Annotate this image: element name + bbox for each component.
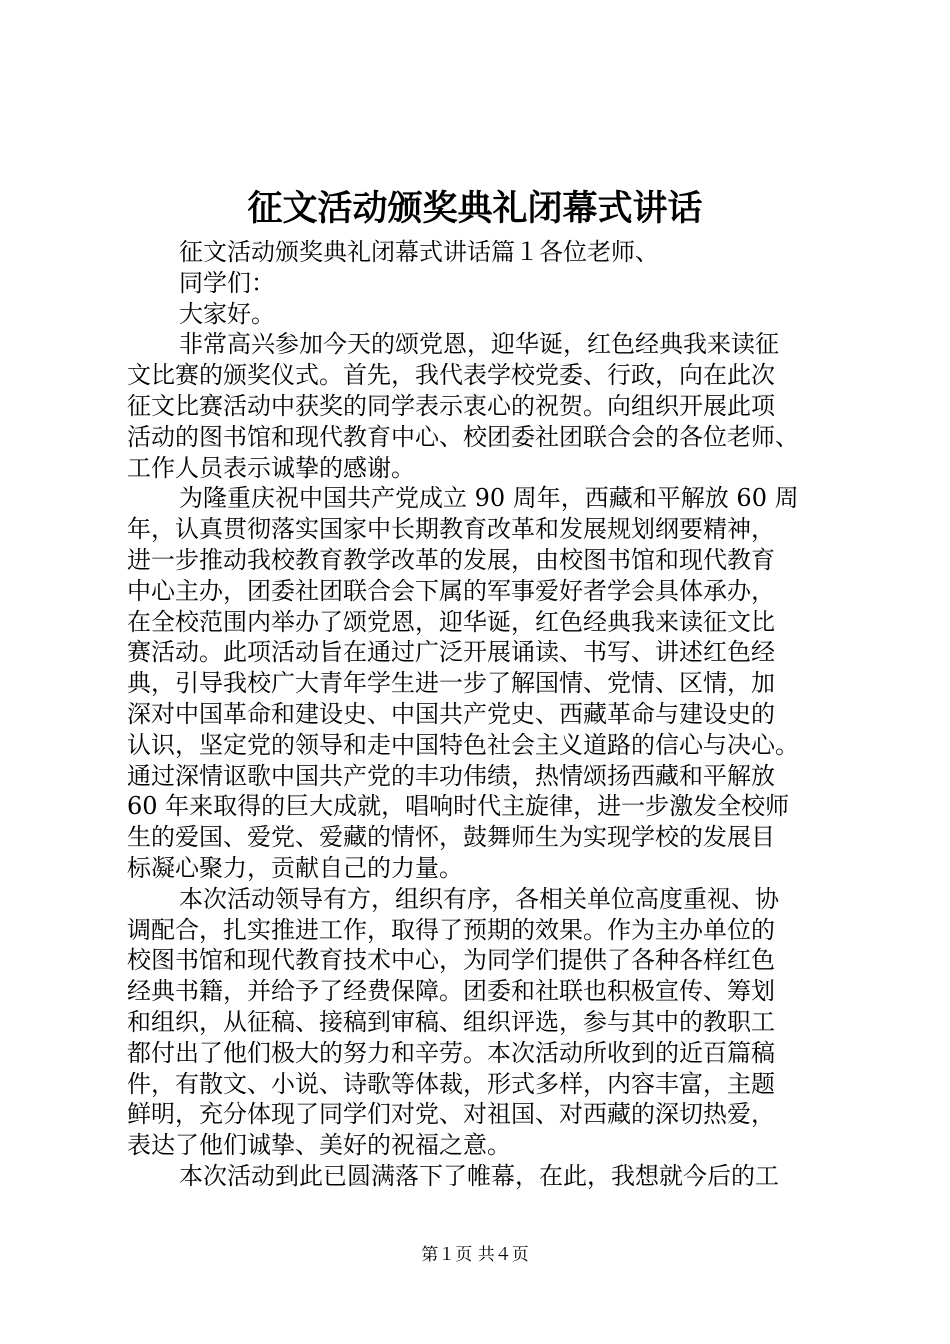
body-line: 典，引导我校广大青年学生进一步了解国情、党情、区情，加 (127, 669, 775, 698)
document-title: 征文活动颁奖典礼闭幕式讲话 (247, 188, 703, 229)
document-body (127, 237, 827, 1192)
body-line: 标凝心聚力，贡献自己的力量。 (127, 853, 463, 882)
body-line: 都付出了他们极大的努力和辛劳。本次活动所收到的近百篇稿 (127, 1038, 775, 1067)
body-line: 调配合，扎实推进工作，取得了预期的效果。作为主办单位的 (127, 915, 775, 944)
body-line: 经典书籍，并给予了经费保障。团委和社联也积极宣传、筹划 (127, 977, 775, 1006)
body-line: 通过深情讴歌中国共产党的丰功伟绩，热情颂扬西藏和平解放 (127, 761, 775, 790)
body-line: 本次活动领导有方，组织有序，各相关单位高度重视、协 (179, 884, 779, 913)
body-line: 活动的图书馆和现代教育中心、校团委社团联合会的各位老师、 (127, 422, 799, 451)
body-line: 在全校范围内举办了颂党恩，迎华诞，红色经典我来读征文比 (127, 607, 775, 636)
body-line: 工作人员表示诚挚的感谢。 (127, 453, 415, 482)
body-line: 鲜明，充分体现了同学们对党、对祖国、对西藏的深切热爱， (127, 1100, 775, 1129)
body-line: 本次活动到此已圆满落下了帷幕，在此，我想就今后的工 (179, 1161, 779, 1190)
body-line: 进一步推动我校教育教学改革的发展，由校图书馆和现代教育 (127, 545, 775, 574)
body-line: 非常高兴参加今天的颂党恩，迎华诞，红色经典我来读征 (179, 330, 779, 359)
body-line: 征文比赛活动中获奖的同学表示衷心的祝贺。向组织开展此项 (127, 391, 775, 420)
body-line: 中心主办，团委社团联合会下属的军事爱好者学会具体承办， (127, 576, 775, 605)
body-line: 校图书馆和现代教育技术中心，为同学们提供了各种各样红色 (127, 946, 775, 975)
page-number-footer: 第１页 共４页 (421, 1245, 529, 1265)
body-line: 文比赛的颁奖仪式。首先，我代表学校党委、行政，向在此次 (127, 361, 775, 390)
body-line: 件，有散文、小说、诗歌等体裁，形式多样，内容丰富，主题 (127, 1069, 775, 1098)
body-line: 为隆重庆祝中国共产党成立 90 周年，西藏和平解放 60 周 (179, 484, 799, 513)
body-line: 大家好。 (179, 299, 275, 328)
body-line: 赛活动。此项活动旨在通过广泛开展诵读、书写、讲述红色经 (127, 638, 775, 667)
body-line: 深对中国革命和建设史、中国共产党史、西藏革命与建设史的 (127, 699, 775, 728)
body-line: 表达了他们诚挚、美好的祝福之意。 (127, 1131, 511, 1160)
body-line: 和组织，从征稿、接稿到审稿、组织评选，参与其中的教职工 (127, 1007, 775, 1036)
body-line: 同学们： (179, 268, 275, 297)
body-line: 60 年来取得的巨大成就，唱响时代主旋律，进一步激发全校师 (127, 792, 790, 821)
body-line: 认识，坚定党的领导和走中国特色社会主义道路的信心与决心。 (127, 730, 799, 759)
body-line: 年，认真贯彻落实国家中长期教育改革和发展规划纲要精神， (127, 515, 775, 544)
body-line: 征文活动颁奖典礼闭幕式讲话篇１各位老师、 (179, 238, 659, 266)
body-line: 生的爱国、爱党、爱藏的情怀，鼓舞师生为实现学校的发展目 (127, 823, 775, 852)
